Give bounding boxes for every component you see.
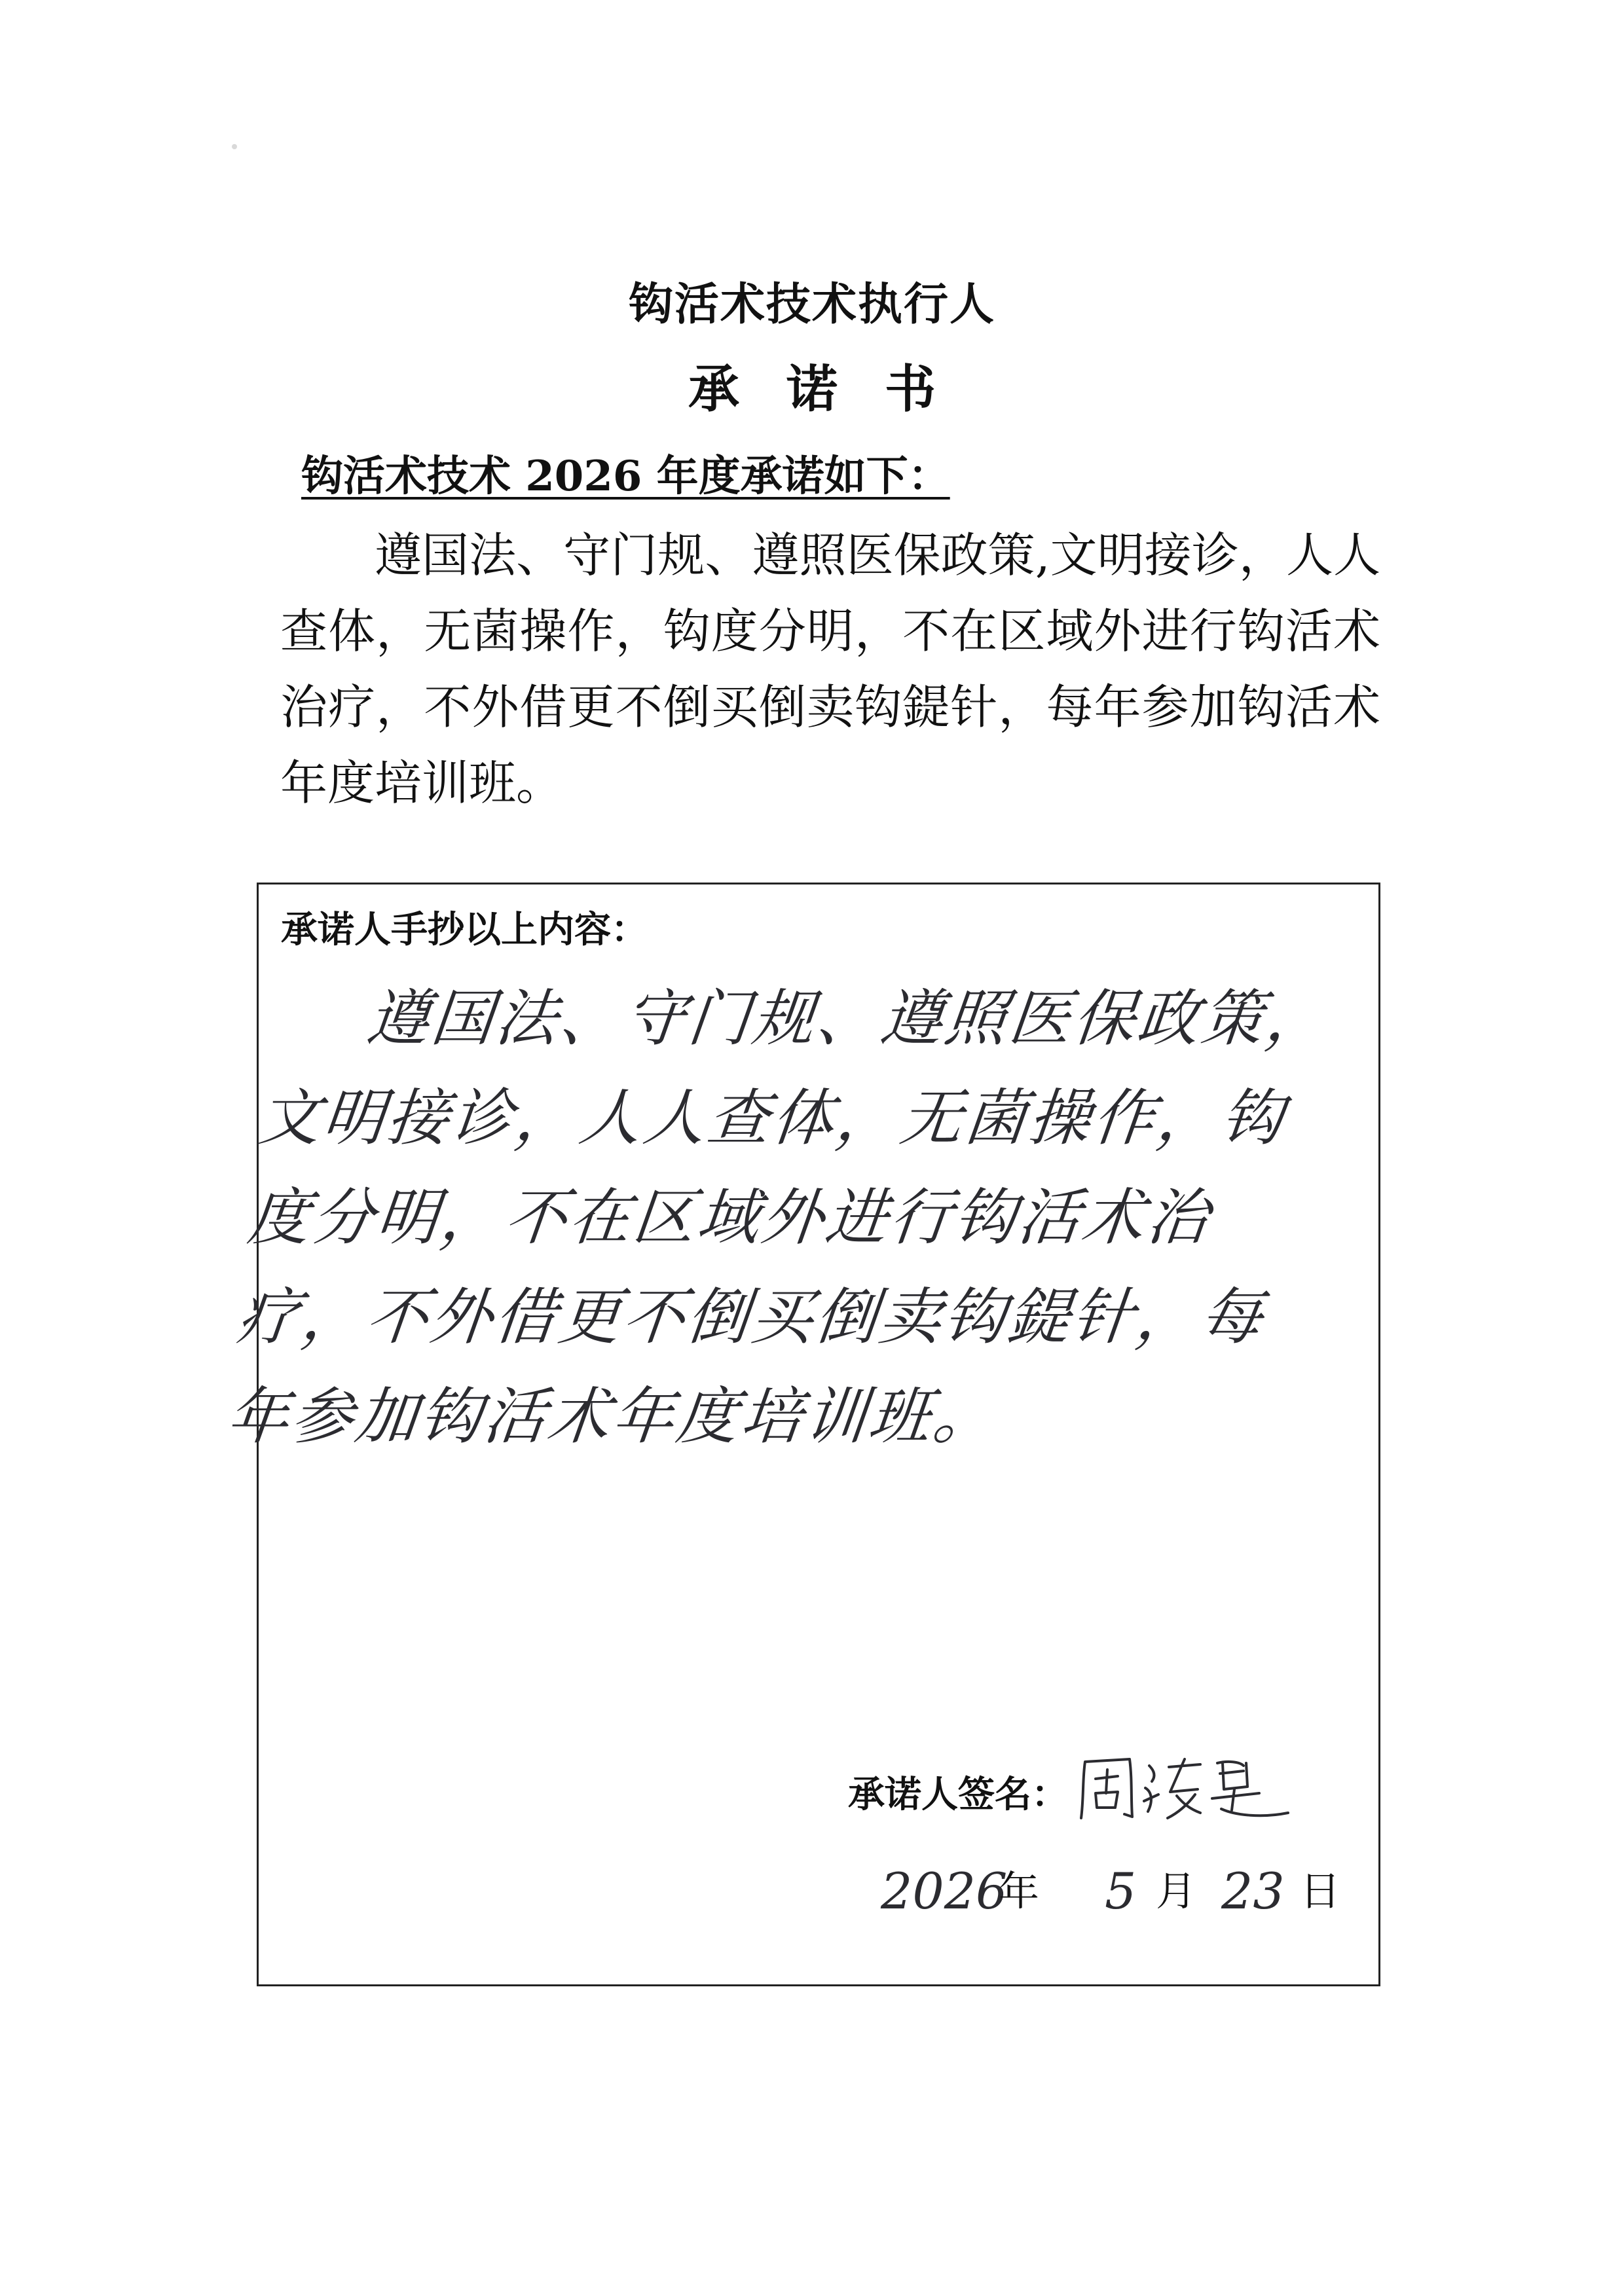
handwritten-signature [1072, 1753, 1295, 1825]
page-subtitle-pledge: 承诺书 [688, 359, 983, 419]
date-day-unit: 日 [1300, 1867, 1341, 1915]
handcopy-label: 承诺人手抄以上内容： [281, 909, 648, 951]
handwritten-copy: 遵国法、守门规、遵照医保政策，文明接诊，人人查体，无菌操作，钩度分明，不在区域外进行钩活术治疗，不外借更不倒买倒卖钩鍉针，每年参加钩活术年度培训班。 [223, 983, 1334, 1453]
signature-label: 承诺人签名： [848, 1774, 1068, 1816]
pledge-heading: 钩活术技术 2026 年度承诺如下： [301, 452, 950, 501]
page-title: 钩活术技术执行人 [628, 278, 995, 331]
date-year-unit: 年 [999, 1867, 1040, 1915]
date-day: 23 [1221, 1862, 1285, 1920]
date-month-unit: 月 [1156, 1867, 1197, 1915]
date-year: 2026 [881, 1862, 1008, 1920]
date-month: 5 [1105, 1862, 1137, 1920]
pledge-content: 遵国法、守门规、遵照医保政策,文明接诊，人人查体，无菌操作，钩度分明，不在区域外进行钩活术治疗，不外借更不倒买倒卖钩鍉针，每年参加钩活术年度培训班。 [280, 528, 1380, 811]
signature-row [848, 1753, 1295, 1825]
handcopy-box [223, 883, 1380, 1986]
signature-date [868, 1859, 1339, 1924]
scan-speck [232, 144, 237, 149]
